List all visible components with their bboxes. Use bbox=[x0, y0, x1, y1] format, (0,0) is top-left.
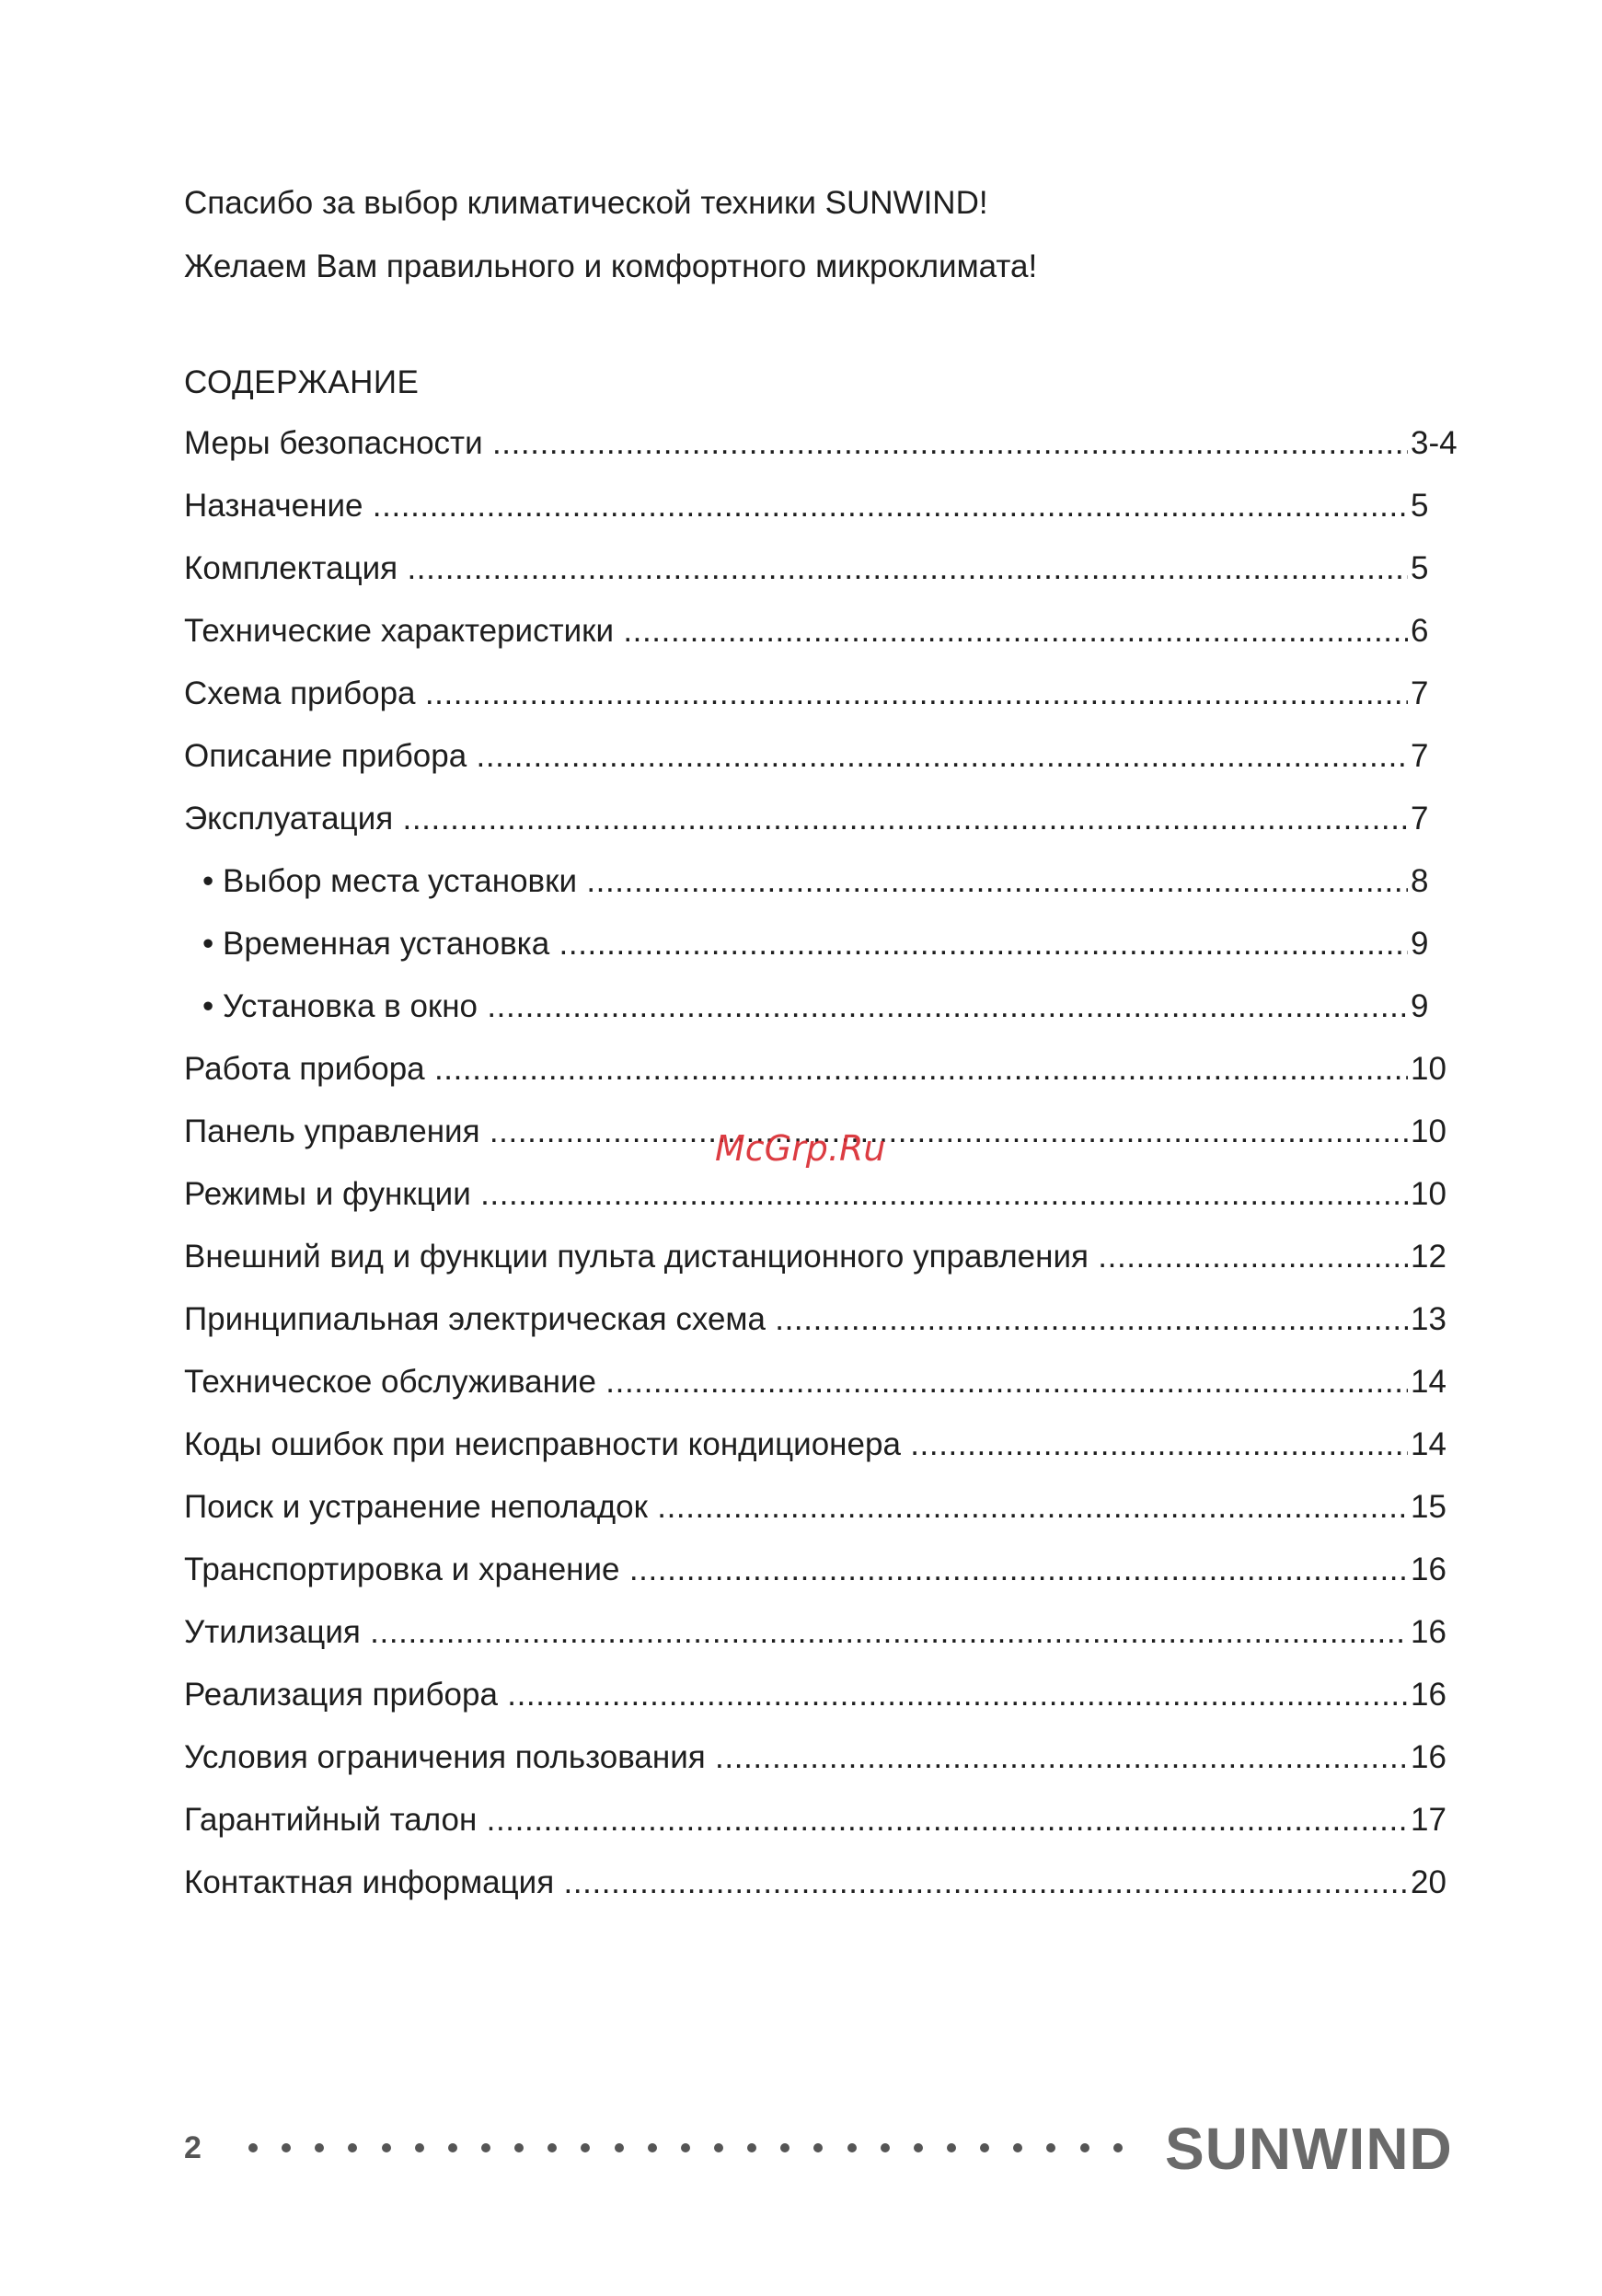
toc-entry-label: Внешний вид и функции пульта дистанционного управления ..... bbox=[184, 1237, 1408, 1277]
toc-entry bbox=[184, 986, 1472, 1049]
toc-entry-page: 8 bbox=[1411, 863, 1429, 899]
toc-entry bbox=[184, 1487, 1472, 1550]
toc-entry bbox=[184, 1299, 1472, 1362]
table-of-contents bbox=[184, 423, 1472, 1925]
toc-entry-label: Принципиальная электрическая схема ..... bbox=[184, 1299, 1408, 1340]
toc-entry-label: • Установка в окно ..... bbox=[202, 986, 1408, 1027]
toc-entry-label: Условия ограничения пользования ..... bbox=[184, 1737, 1408, 1778]
toc-entry-page: 10 bbox=[1411, 1113, 1446, 1149]
toc-entry-page: 9 bbox=[1411, 988, 1429, 1024]
footer-dot bbox=[481, 2143, 490, 2152]
toc-entry-label: Комплектация ..... bbox=[184, 548, 1408, 589]
toc-entry-page: 5 bbox=[1411, 550, 1429, 586]
footer-page-number: 2 bbox=[184, 2130, 202, 2165]
toc-entry-label: Коды ошибок при неисправности кондиционера ..... bbox=[184, 1425, 1408, 1465]
toc-entry-label: Реализация прибора ..... bbox=[184, 1675, 1408, 1715]
toc-entry-page: 3-4 bbox=[1411, 425, 1458, 461]
toc-entry-label: Эксплуатация ..... bbox=[184, 799, 1408, 839]
footer-dot bbox=[747, 2143, 756, 2152]
footer-dot bbox=[1113, 2143, 1123, 2152]
toc-entry-page: 9 bbox=[1411, 926, 1429, 962]
footer-dot bbox=[248, 2143, 258, 2152]
footer-dot bbox=[681, 2143, 690, 2152]
toc-entry bbox=[184, 611, 1472, 674]
toc-entry bbox=[184, 924, 1472, 986]
toc-entry bbox=[184, 736, 1472, 799]
footer-dot bbox=[847, 2143, 857, 2152]
toc-entry-label: Режимы и функции ..... bbox=[184, 1174, 1408, 1215]
toc-entry-page: 12 bbox=[1411, 1239, 1446, 1275]
toc-entry bbox=[184, 1675, 1472, 1737]
footer-dot bbox=[780, 2143, 789, 2152]
footer-dot bbox=[382, 2143, 391, 2152]
toc-entry bbox=[184, 1362, 1472, 1425]
toc-entry bbox=[184, 861, 1472, 924]
toc-entry bbox=[184, 1612, 1472, 1675]
footer-dot bbox=[881, 2143, 890, 2152]
toc-entry-label: • Выбор места установки ..... bbox=[202, 861, 1408, 902]
toc-entry-label: Работа прибора ..... bbox=[184, 1049, 1408, 1090]
toc-entry bbox=[184, 1237, 1472, 1299]
toc-entry bbox=[184, 486, 1472, 548]
footer-dot bbox=[914, 2143, 923, 2152]
toc-entry-label: Гарантийный талон ..... bbox=[184, 1800, 1408, 1840]
footer-dot bbox=[1046, 2143, 1055, 2152]
toc-entry-label: Назначение ..... bbox=[184, 486, 1408, 526]
toc-entry-page: 13 bbox=[1411, 1301, 1446, 1337]
toc-entry-page: 6 bbox=[1411, 613, 1429, 649]
toc-entry-label: Утилизация ..... bbox=[184, 1612, 1408, 1653]
toc-entry bbox=[184, 1863, 1472, 1925]
toc-entry-label: Схема прибора ..... bbox=[184, 674, 1408, 714]
footer-dot bbox=[448, 2143, 457, 2152]
toc-entry-page: 16 bbox=[1411, 1677, 1446, 1713]
toc-entry-page: 15 bbox=[1411, 1489, 1446, 1525]
footer-dot bbox=[547, 2143, 557, 2152]
toc-entry bbox=[184, 1737, 1472, 1800]
toc-entry bbox=[184, 1049, 1472, 1112]
footer-dot bbox=[315, 2143, 324, 2152]
toc-entry-page: 20 bbox=[1411, 1864, 1446, 1900]
footer-dot bbox=[581, 2143, 590, 2152]
toc-entry-label: Техническое обслуживание ..... bbox=[184, 1362, 1408, 1402]
footer-dot bbox=[947, 2143, 956, 2152]
toc-entry-label: • Временная установка ..... bbox=[202, 924, 1408, 964]
toc-entry bbox=[184, 1425, 1472, 1487]
intro-thanks-line: Спасибо за выбор климатической техники SUNWIND! bbox=[184, 185, 988, 221]
toc-entry-label: Панель управления ..... bbox=[184, 1112, 1408, 1152]
toc-entry-label: Транспортировка и хранение ..... bbox=[184, 1550, 1408, 1590]
toc-entry bbox=[184, 1550, 1472, 1612]
toc-entry-page: 10 bbox=[1411, 1051, 1446, 1087]
toc-entry-page: 7 bbox=[1411, 675, 1429, 711]
footer-dot bbox=[980, 2143, 989, 2152]
footer-dot bbox=[514, 2143, 524, 2152]
footer-dot bbox=[615, 2143, 624, 2152]
toc-entry-page: 14 bbox=[1411, 1364, 1446, 1400]
toc-heading: СОДЕРЖАНИЕ bbox=[184, 364, 420, 400]
toc-entry-page: 5 bbox=[1411, 488, 1429, 524]
footer-dot bbox=[1013, 2143, 1022, 2152]
footer-dot bbox=[1080, 2143, 1089, 2152]
toc-entry bbox=[184, 674, 1472, 736]
toc-entry-page: 10 bbox=[1411, 1176, 1446, 1212]
toc-entry-label: Поиск и устранение неполадок ..... bbox=[184, 1487, 1408, 1528]
toc-entry-label: Контактная информация ..... bbox=[184, 1863, 1408, 1903]
footer-dot bbox=[282, 2143, 291, 2152]
toc-entry bbox=[184, 423, 1472, 486]
toc-entry-page: 7 bbox=[1411, 801, 1429, 836]
watermark-text: McGrp.Ru bbox=[715, 1128, 886, 1169]
toc-entry bbox=[184, 548, 1472, 611]
brand-logo: SUNWIND bbox=[1165, 2116, 1453, 2182]
toc-entry bbox=[184, 1174, 1472, 1237]
footer-dot bbox=[714, 2143, 723, 2152]
footer-dot bbox=[813, 2143, 823, 2152]
toc-entry-page: 7 bbox=[1411, 738, 1429, 774]
toc-entry bbox=[184, 799, 1472, 861]
toc-entry-label: Меры безопасности ..... bbox=[184, 423, 1408, 464]
toc-entry-page: 16 bbox=[1411, 1552, 1446, 1587]
toc-entry-page: 16 bbox=[1411, 1614, 1446, 1650]
toc-entry bbox=[184, 1800, 1472, 1863]
footer-dot bbox=[415, 2143, 424, 2152]
toc-entry-page: 14 bbox=[1411, 1426, 1446, 1462]
toc-entry-page: 16 bbox=[1411, 1739, 1446, 1775]
intro-wish-line: Желаем Вам правильного и комфортного микроклимата! bbox=[184, 248, 1038, 284]
footer-dot bbox=[348, 2143, 357, 2152]
footer-dotted-rule bbox=[248, 2141, 1123, 2154]
toc-entry-label: Описание прибора ..... bbox=[184, 736, 1408, 777]
toc-entry-page: 17 bbox=[1411, 1802, 1446, 1838]
toc-entry-label: Технические характеристики ..... bbox=[184, 611, 1408, 652]
footer-dot bbox=[648, 2143, 657, 2152]
